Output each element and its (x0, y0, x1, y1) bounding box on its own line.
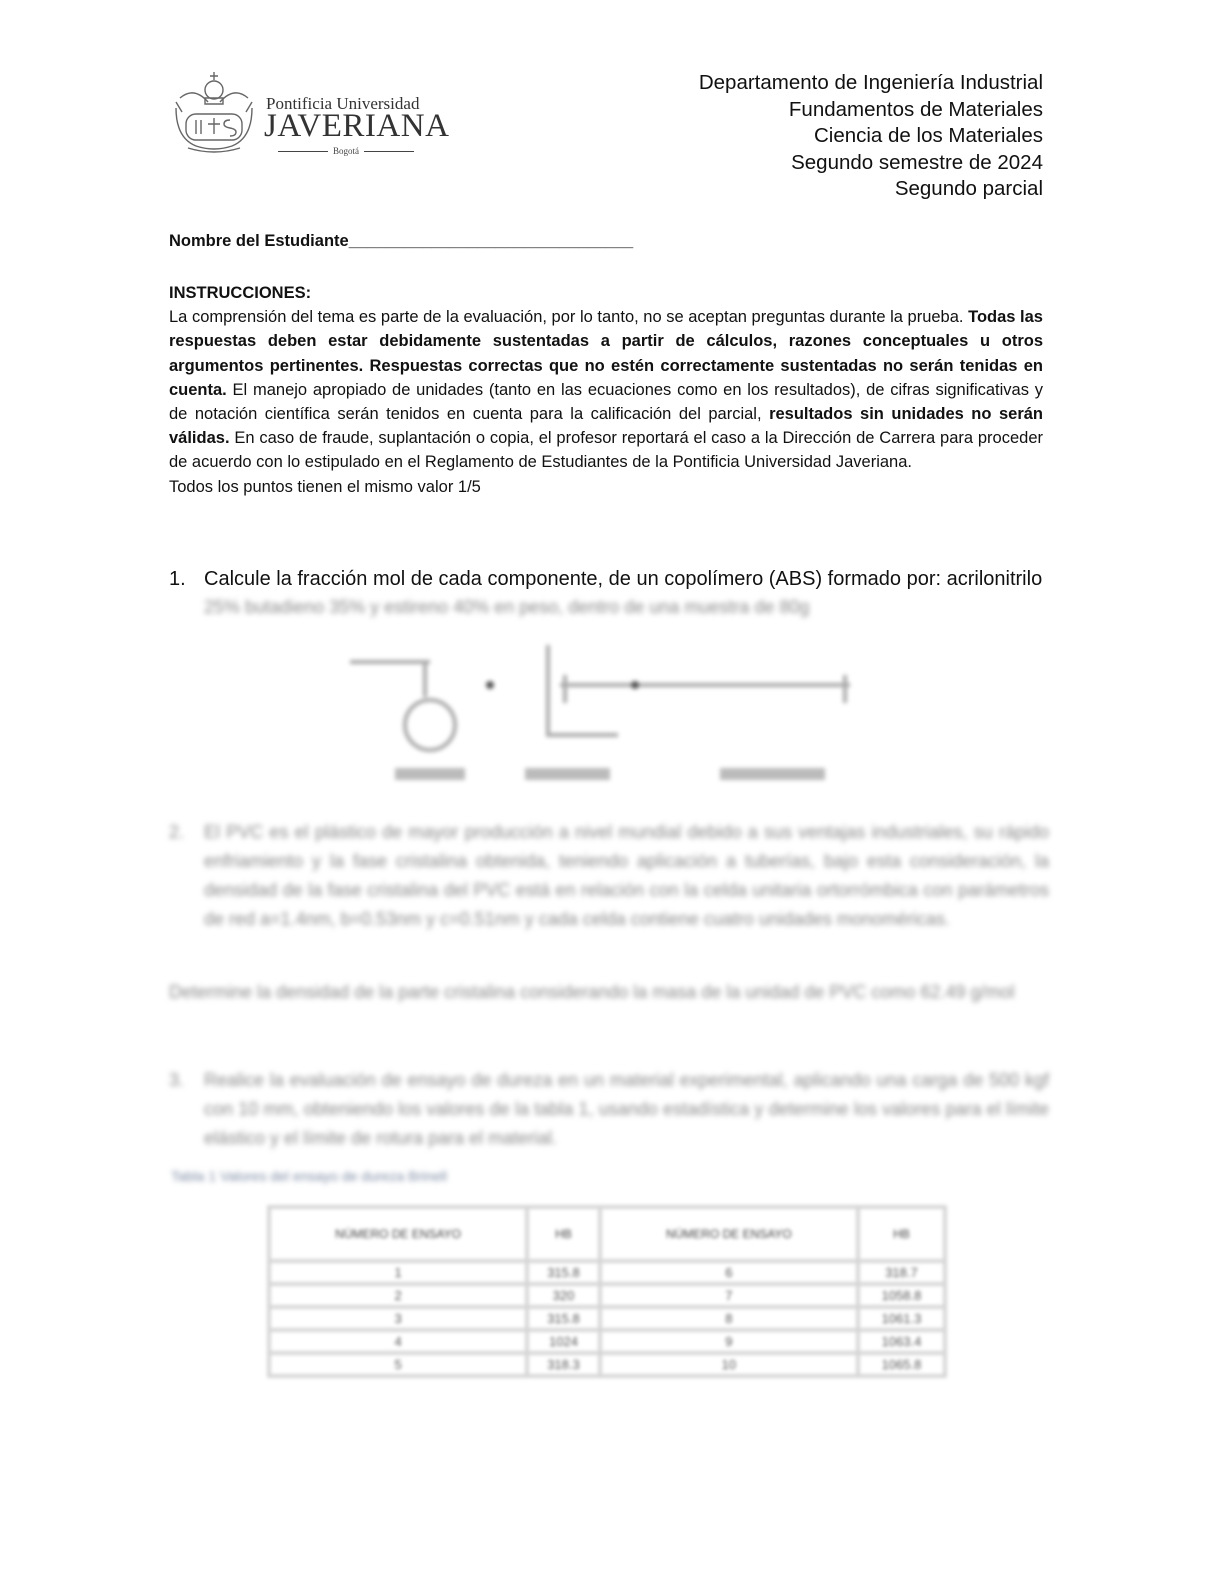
question-1-text: Calcule la fracción mol de cada componente, de un copolímero (ABS) formado por: acrilonitrilo (204, 568, 1043, 590)
question-3 (169, 1066, 1049, 1153)
table-cell: 4 (269, 1330, 527, 1353)
table-cell: 5 (269, 1353, 527, 1376)
hardness-table (267, 1205, 947, 1378)
table-cell: 318.7 (858, 1261, 945, 1284)
instructions (169, 281, 1043, 499)
table-cell: 1058.8 (858, 1284, 945, 1307)
styrene-label (395, 768, 465, 780)
question-2-number: 2. (169, 822, 185, 842)
logo-text-line2: JAVERIANA (264, 108, 450, 144)
table-cell: 318.3 (527, 1353, 600, 1376)
department-line: Departamento de Ingeniería Industrial (698, 71, 1043, 94)
table-cell: 315.8 (527, 1261, 600, 1284)
table-header-cell: NÚMERO DE ENSAYO (269, 1207, 527, 1261)
table-header-cell: HB (527, 1207, 600, 1261)
table-header-cell: HB (858, 1207, 945, 1261)
logo-text-line1: Pontificia Universidad (266, 94, 420, 113)
table-cell: 1063.4 (858, 1330, 945, 1353)
table-cell: 320 (527, 1284, 600, 1307)
question-2 (169, 818, 1049, 934)
student-name-blank[interactable]: _______________________________ (348, 232, 634, 250)
plus-sign-1 (486, 681, 494, 689)
table-row (269, 1353, 945, 1376)
instructions-normal: El manejo apropiado de unidades (tanto en las ecuaciones como en los resultados), de cifras significativas y de notación científica serán tenidos en cuenta para la calificación del parcial, (169, 380, 1043, 424)
course-line: Fundamentos de Materiales (788, 97, 1043, 121)
semester-line: Segundo semestre de 2024 (791, 150, 1043, 174)
table-header-row (269, 1207, 945, 1261)
question-1-obscured-line: 25% butadieno 35% y estireno 40% en peso, dentro de una muestra de 80g (204, 597, 810, 617)
table-row (269, 1284, 945, 1307)
table-cell: 10 (600, 1353, 858, 1376)
table-cell: 2 (269, 1284, 527, 1307)
table-row (269, 1307, 945, 1330)
student-name-field (169, 232, 633, 251)
table-row (269, 1330, 945, 1353)
table-cell: 3 (269, 1307, 527, 1330)
abs-monomers-diagram (340, 640, 880, 790)
table-cell: 1065.8 (858, 1353, 945, 1376)
table-cell: 7 (600, 1284, 858, 1307)
course-header (699, 70, 1043, 203)
table-cell: 9 (600, 1330, 858, 1353)
plus-sign-2 (631, 681, 639, 689)
instructions-tail: En caso de fraude, suplantación o copia, el profesor reportará el caso a la Dirección de Carrera para proceder de acuerdo con lo estipulado en el Reglamento de Estudiantes de la Pontificia Universidad Javeriana. (169, 429, 1043, 472)
table-cell: 1024 (527, 1330, 600, 1353)
table-cell: 1 (269, 1261, 527, 1284)
benzene-ring-icon (405, 700, 455, 750)
instructions-title: INSTRUCCIONES: (169, 284, 312, 302)
subject-line: Ciencia de los Materiales (813, 124, 1043, 147)
table-header-cell: NÚMERO DE ENSAYO (600, 1207, 858, 1261)
exam-line: Segundo parcial (894, 177, 1043, 200)
instructions-bold-1: Todas las respuestas deben estar debidamente sustentadas a partir de cálculos, razones conceptuales u otros argumentos pertinentes. Respuestas correctas que no estén correctamente sustentadas no serán tenidas en cuenta. (169, 308, 1043, 399)
table-cell: 6 (600, 1261, 858, 1284)
question-3-number: 3. (169, 1070, 185, 1090)
table-caption: Tabla 1 Valores del ensayo de dureza Brinell (171, 1168, 448, 1184)
acrylonitrile-label (525, 768, 610, 780)
table-cell: 8 (600, 1307, 858, 1330)
table-cell: 315.8 (527, 1307, 600, 1330)
table-cell: 1061.3 (858, 1307, 945, 1330)
crest-icon (170, 68, 258, 154)
instructions-p1: La comprensión del tema es parte de la evaluación, por lo tanto, no se aceptan preguntas durante la prueba. (169, 308, 964, 327)
polybutadiene-label (720, 768, 825, 780)
instructions-bold-2: resultados sin unidades no serán válidas. (169, 405, 1043, 448)
question-1-number: 1. (169, 568, 186, 590)
question-2-text: El PVC es el plástico de mayor producción a nivel mundial debido a sus ventajas industriales, su rápido enfriamiento y la fase cristalina obtenida, teniendo aplicación a tuberías, bajo esta consideración, la densidad de la fase cristalina del PVC está en relación con la celda unitaria ortorrómbica con parámetros de red a=1.4nm, b=0.53nm y c=0.51nm y cada celda contiene cuatro unidades monoméricas. (204, 822, 1049, 929)
polybutadiene-bonds (560, 675, 850, 703)
student-name-label: Nombre del Estudiante (169, 232, 349, 250)
question-1 (169, 565, 1049, 593)
question-3-text: Realice la evaluación de ensayo de dureza en un material experimental, aplicando una carga de 500 kgf con 10 mm, obteniendo los valores de la tabla 1, usando estadística y determine los valores para el límite elástico y el límite de rotura para el material. (204, 1070, 1049, 1148)
question-2-followup: Determine la densidad de la parte cristalina considerando la masa de la unidad de PVC como 62.49 g/mol (169, 982, 1015, 1002)
table-row (269, 1261, 945, 1284)
instructions-points: Todos los puntos tienen el mismo valor 1/5 (169, 477, 481, 496)
logo-text-line3: Bogotá (266, 146, 426, 156)
acrylonitrile-bonds (548, 645, 618, 735)
university-logo (170, 68, 450, 156)
